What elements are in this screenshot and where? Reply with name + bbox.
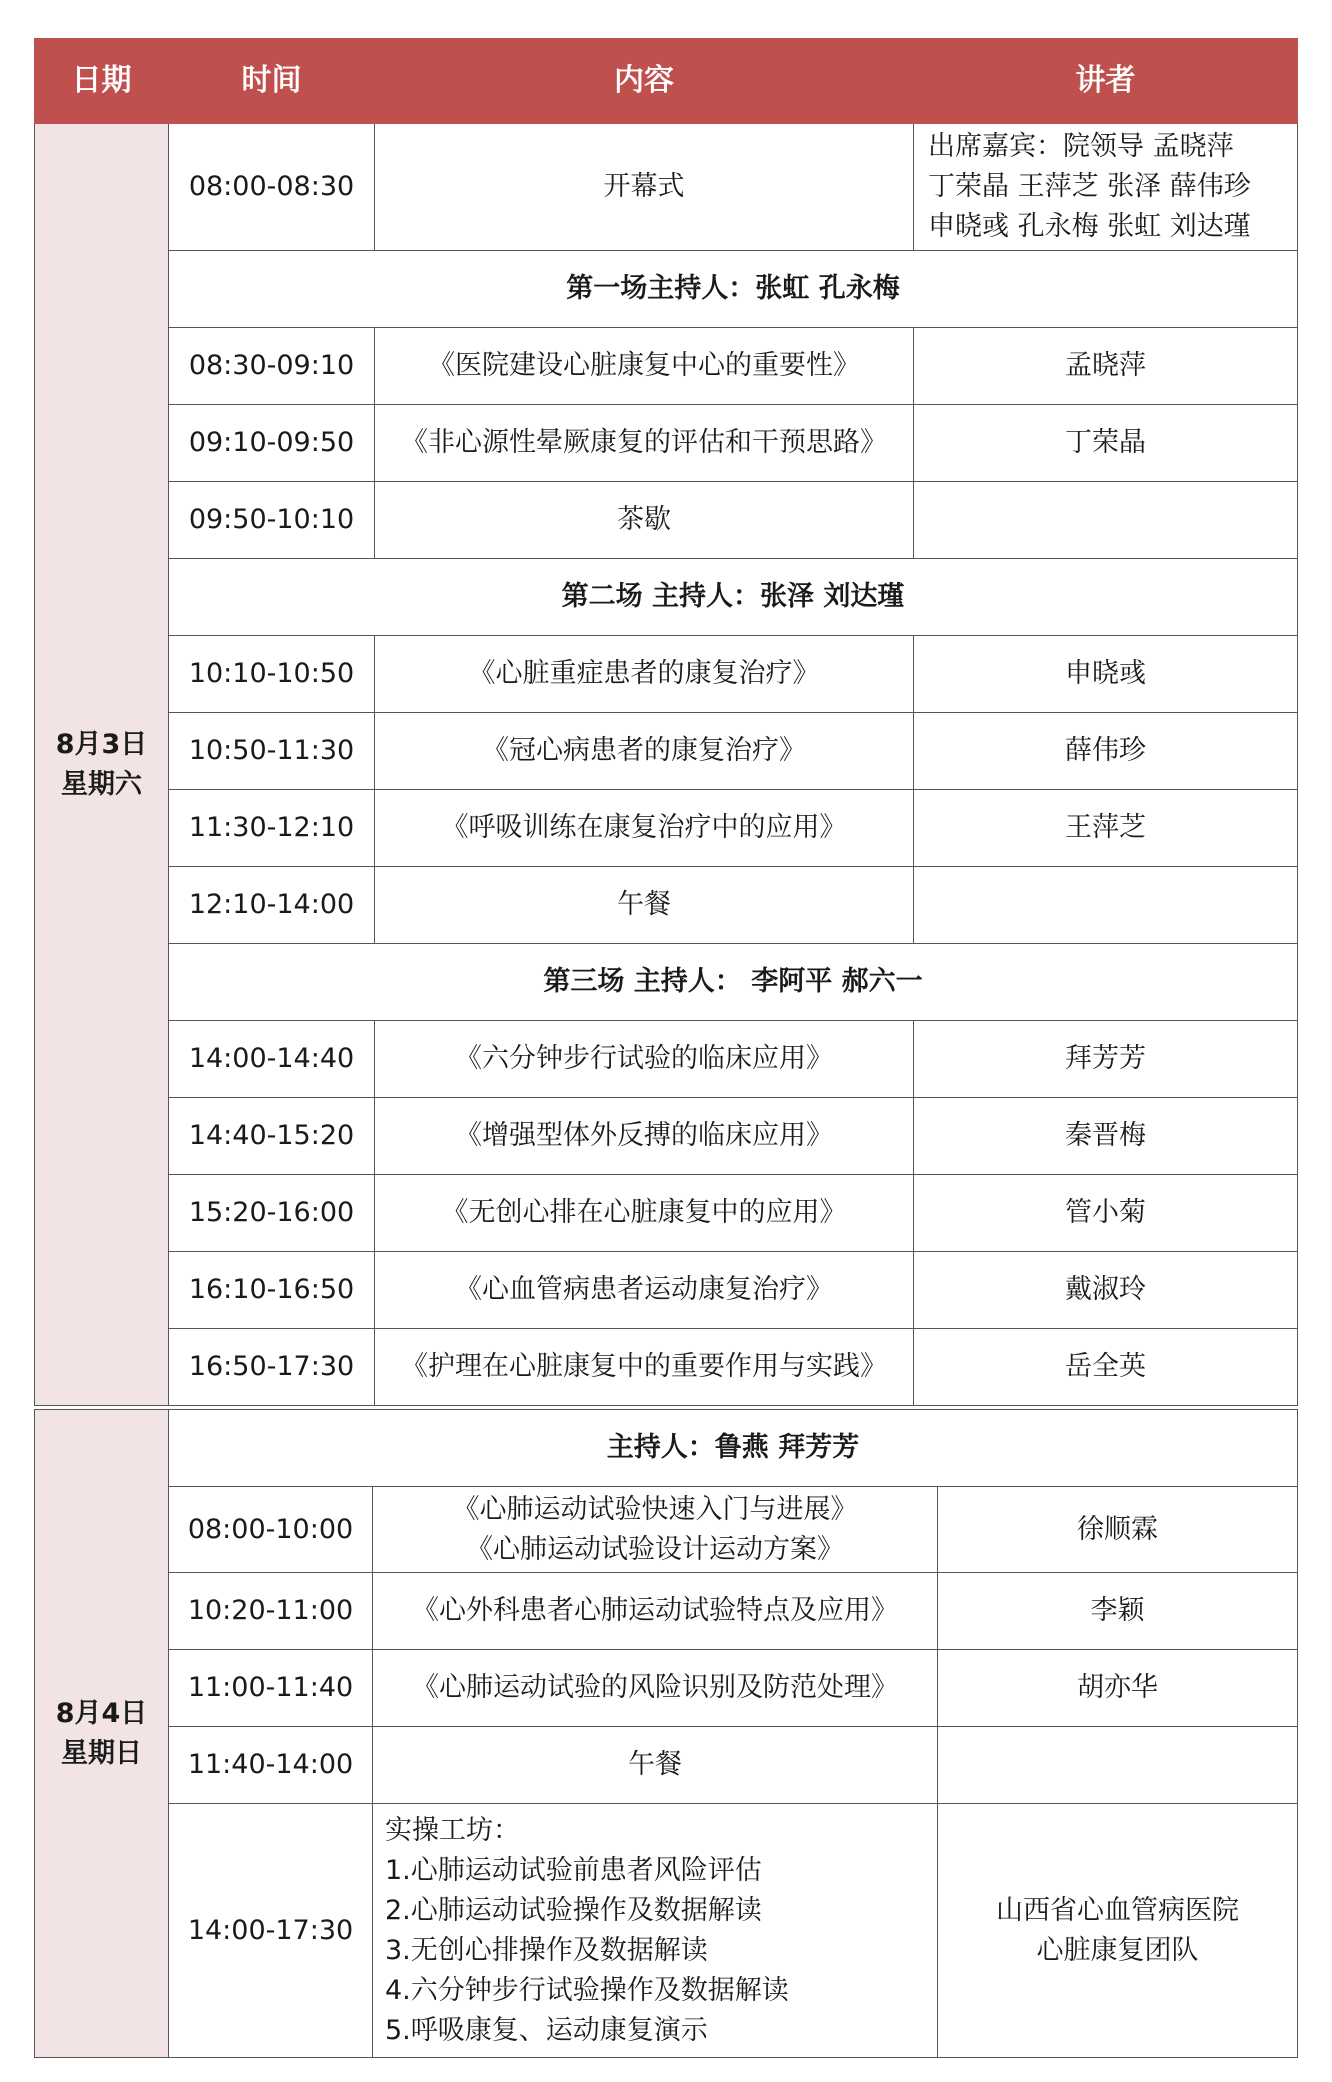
session-host: 主持人：鲁燕 拜芳芳 (169, 1410, 1298, 1487)
table-row (35, 1021, 1298, 1098)
table-row (35, 636, 1298, 713)
time-cell: 12:10-14:00 (169, 867, 375, 944)
day2-date-cell (35, 1410, 169, 2058)
session-host-row (35, 1410, 1298, 1487)
time-cell: 15:20-16:00 (169, 1175, 375, 1252)
time-cell: 11:00-11:40 (169, 1650, 373, 1727)
table-row (35, 1727, 1298, 1804)
content-cell: 《冠心病患者的康复治疗》 (375, 713, 914, 790)
session-host: 第三场 主持人： 李阿平 郝六一 (169, 944, 1298, 1021)
table-row (35, 713, 1298, 790)
table-row (35, 405, 1298, 482)
time-cell: 14:40-15:20 (169, 1098, 375, 1175)
speaker-cell: 胡亦华 (938, 1650, 1298, 1727)
speaker-cell: 薛伟珍 (914, 713, 1298, 790)
content-cell: 午餐 (373, 1727, 938, 1804)
speaker-line: 山西省心血管病医院 (996, 1894, 1239, 1926)
content-cell: 《六分钟步行试验的临床应用》 (375, 1021, 914, 1098)
table-row (35, 867, 1298, 944)
time-cell: 08:30-09:10 (169, 328, 375, 405)
speaker-cell: 戴淑玲 (914, 1252, 1298, 1329)
content-cell: 开幕式 (375, 124, 914, 251)
content-cell: 《护理在心脏康复中的重要作用与实践》 (375, 1329, 914, 1406)
table-row (35, 1252, 1298, 1329)
session-host: 第一场主持人：张虹 孔永梅 (169, 251, 1298, 328)
content-cell: 茶歇 (375, 482, 914, 559)
day1-date: 8月3日 (55, 728, 148, 760)
guests-line: 丁荣晶 王萍芝 张泽 薛伟珍 (928, 171, 1251, 202)
table-row (35, 124, 1298, 251)
content-cell: 《心脏重症患者的康复治疗》 (375, 636, 914, 713)
speaker-cell: 丁荣晶 (914, 405, 1298, 482)
table-row (35, 1573, 1298, 1650)
speaker-cell: 王萍芝 (914, 790, 1298, 867)
table-row (35, 1804, 1298, 2058)
content-cell: 《心肺运动试验的风险识别及防范处理》 (373, 1650, 938, 1727)
table-row (35, 328, 1298, 405)
workshop-line: 实操工坊： (385, 1814, 520, 1846)
session-host: 第二场 主持人：张泽 刘达瑾 (169, 559, 1298, 636)
table-row (35, 1329, 1298, 1406)
day1-weekday: 星期六 (61, 768, 142, 800)
speaker-line: 心脏康复团队 (1036, 1934, 1199, 1966)
header-date: 日期 (35, 39, 169, 124)
schedule-table-day2 (34, 1409, 1298, 2058)
content-line: 《心肺运动试验设计运动方案》 (466, 1533, 844, 1565)
workshop-line: 4.六分钟步行试验操作及数据解读 (385, 1974, 789, 2006)
workshop-cell (373, 1804, 938, 2058)
speaker-cell: 拜芳芳 (914, 1021, 1298, 1098)
time-cell: 08:00-10:00 (169, 1487, 373, 1573)
content-cell (373, 1487, 938, 1573)
time-cell: 10:20-11:00 (169, 1573, 373, 1650)
speaker-cell (914, 482, 1298, 559)
table-row (35, 1650, 1298, 1727)
day2-weekday: 星期日 (61, 1737, 142, 1769)
guests-line: 出席嘉宾：院领导 孟晓萍 (928, 131, 1234, 162)
content-cell: 《心血管病患者运动康复治疗》 (375, 1252, 914, 1329)
header-content: 内容 (375, 39, 914, 124)
table-row (35, 1487, 1298, 1573)
time-cell: 16:10-16:50 (169, 1252, 375, 1329)
speaker-cell: 秦晋梅 (914, 1098, 1298, 1175)
schedule-table-day1 (34, 38, 1298, 1406)
table-row (35, 790, 1298, 867)
content-cell: 《非心源性晕厥康复的评估和干预思路》 (375, 405, 914, 482)
time-cell: 14:00-14:40 (169, 1021, 375, 1098)
time-cell: 09:10-09:50 (169, 405, 375, 482)
time-cell: 14:00-17:30 (169, 1804, 373, 2058)
guests-line: 申晓彧 孔永梅 张虹 刘达瑾 (928, 211, 1251, 242)
content-cell: 《呼吸训练在康复治疗中的应用》 (375, 790, 914, 867)
time-cell: 08:00-08:30 (169, 124, 375, 251)
speaker-cell: 孟晓萍 (914, 328, 1298, 405)
time-cell: 16:50-17:30 (169, 1329, 375, 1406)
speaker-cell (938, 1727, 1298, 1804)
session-host-row (35, 944, 1298, 1021)
workshop-line: 3.无创心排操作及数据解读 (385, 1934, 708, 1966)
content-line: 《心肺运动试验快速入门与进展》 (452, 1493, 858, 1525)
time-cell: 10:50-11:30 (169, 713, 375, 790)
table-header-row (35, 39, 1298, 124)
workshop-line: 1.心肺运动试验前患者风险评估 (385, 1854, 762, 1886)
content-cell: 《无创心排在心脏康复中的应用》 (375, 1175, 914, 1252)
time-cell: 10:10-10:50 (169, 636, 375, 713)
workshop-line: 2.心肺运动试验操作及数据解读 (385, 1894, 762, 1926)
speaker-cell: 管小菊 (914, 1175, 1298, 1252)
content-cell: 午餐 (375, 867, 914, 944)
speaker-cell (938, 1804, 1298, 2058)
table-row (35, 1175, 1298, 1252)
time-cell: 09:50-10:10 (169, 482, 375, 559)
content-cell: 《增强型体外反搏的临床应用》 (375, 1098, 914, 1175)
speaker-cell: 徐顺霖 (938, 1487, 1298, 1573)
speaker-cell: 李颖 (938, 1573, 1298, 1650)
speaker-cell: 申晓彧 (914, 636, 1298, 713)
day2-date: 8月4日 (55, 1697, 148, 1729)
speaker-cell (914, 867, 1298, 944)
header-speaker: 讲者 (914, 39, 1298, 124)
opening-guests-cell (914, 124, 1298, 251)
session-host-row (35, 559, 1298, 636)
table-row (35, 482, 1298, 559)
table-row (35, 1098, 1298, 1175)
time-cell: 11:30-12:10 (169, 790, 375, 867)
day1-date-cell (35, 124, 169, 1406)
header-time: 时间 (169, 39, 375, 124)
workshop-line: 5.呼吸康复、运动康复演示 (385, 2014, 708, 2046)
content-cell: 《医院建设心脏康复中心的重要性》 (375, 328, 914, 405)
time-cell: 11:40-14:00 (169, 1727, 373, 1804)
speaker-cell: 岳全英 (914, 1329, 1298, 1406)
session-host-row (35, 251, 1298, 328)
content-cell: 《心外科患者心肺运动试验特点及应用》 (373, 1573, 938, 1650)
